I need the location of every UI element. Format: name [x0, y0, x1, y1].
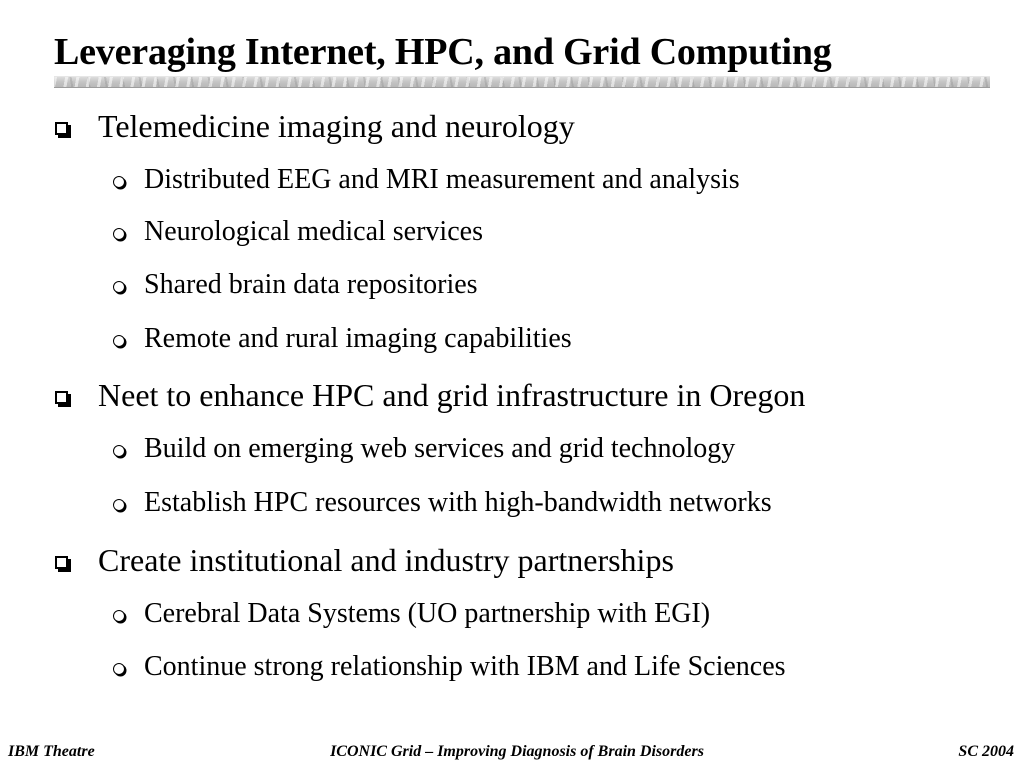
- sub-bullet-item: [113, 267, 478, 303]
- circle-bullet-icon: [113, 335, 125, 347]
- bullet-item: [55, 106, 575, 146]
- circle-bullet-icon: [113, 176, 125, 188]
- circle-bullet-icon: [113, 281, 125, 293]
- sub-bullet-text: Cerebral Data Systems (UO partnership with EGI): [144, 598, 711, 629]
- bullet-text: Neet to enhance HPC and grid infrastructure in Oregon: [98, 376, 806, 413]
- circle-bullet-icon: [113, 445, 125, 457]
- sub-bullet-item: [113, 485, 772, 521]
- bullet-text: Create institutional and industry partnerships: [98, 541, 674, 578]
- sub-bullet-item: [113, 321, 572, 357]
- sub-bullet-text: Continue strong relationship with IBM and Life Sciences: [144, 651, 786, 682]
- sub-bullet-text: Build on emerging web services and grid technology: [144, 433, 736, 464]
- square-bullet-icon: [55, 122, 68, 135]
- square-bullet-icon: [55, 556, 68, 569]
- sub-bullet-text: Establish HPC resources with high-bandwidth networks: [144, 487, 772, 518]
- footer-center-text: ICONIC Grid – Improving Diagnosis of Brain Disorders: [330, 743, 704, 760]
- slide-title: Leveraging Internet, HPC, and Grid Computing: [54, 31, 832, 73]
- circle-bullet-icon: [113, 499, 125, 511]
- footer-left-text: IBM Theatre: [8, 743, 95, 760]
- sub-bullet-item: [113, 596, 710, 632]
- circle-bullet-icon: [113, 610, 125, 622]
- footer-right-text: SC 2004: [958, 743, 1014, 760]
- bullet-item: [55, 375, 805, 415]
- sub-bullet-item: [113, 214, 483, 250]
- sub-bullet-item: [113, 162, 740, 198]
- sub-bullet-item: [113, 649, 786, 685]
- circle-bullet-icon: [113, 228, 125, 240]
- sub-bullet-text: Remote and rural imaging capabilities: [144, 323, 572, 354]
- circle-bullet-icon: [113, 663, 125, 675]
- sub-bullet-item: [113, 431, 735, 467]
- sub-bullet-text: Neurological medical services: [144, 216, 483, 247]
- bullet-item: [55, 540, 674, 580]
- sub-bullet-text: Shared brain data repositories: [144, 269, 478, 300]
- sub-bullet-text: Distributed EEG and MRI measurement and analysis: [144, 164, 740, 195]
- bullet-text: Telemedicine imaging and neurology: [98, 107, 575, 144]
- square-bullet-icon: [55, 391, 68, 404]
